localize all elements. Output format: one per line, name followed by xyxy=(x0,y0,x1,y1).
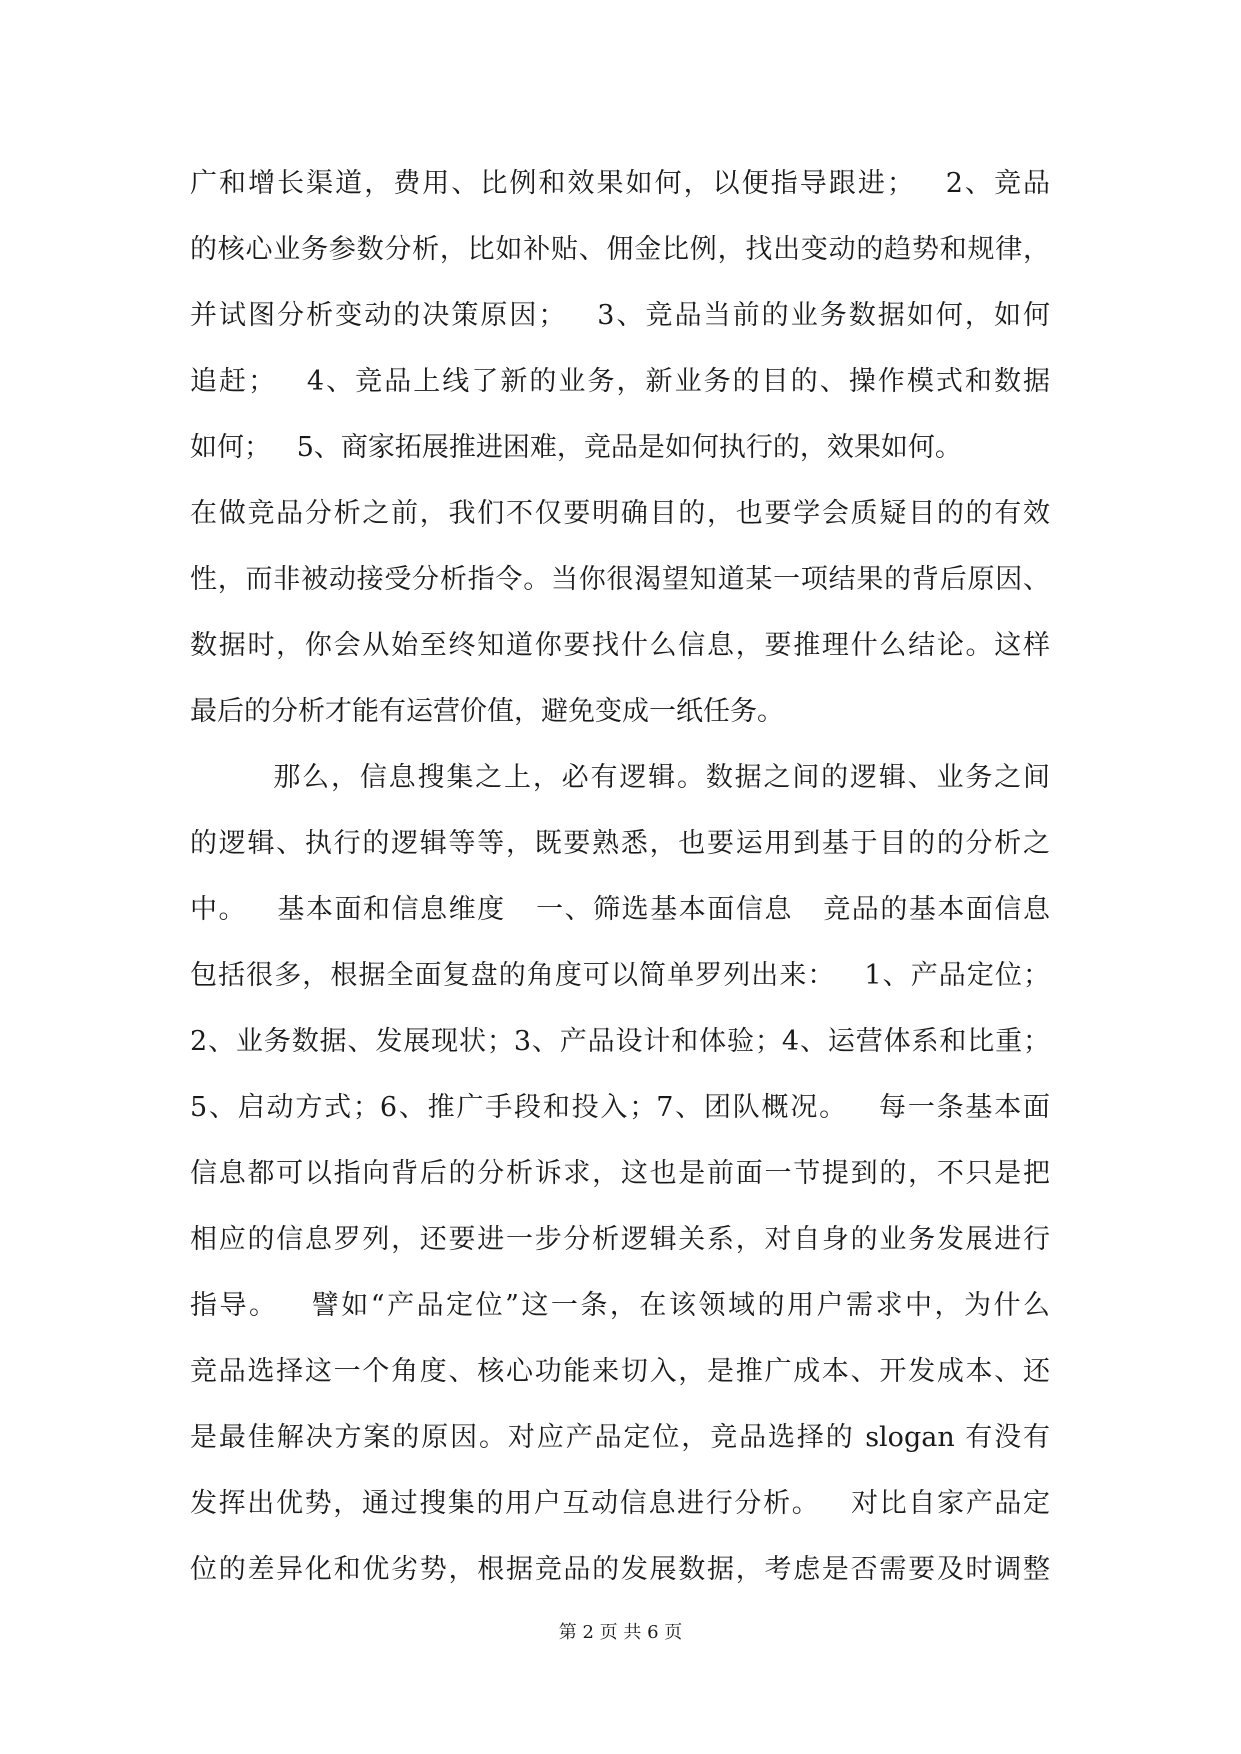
text-line-1: 广和增长渠道，费用、比例和效果如何，以便指导跟进； 2、竞品 xyxy=(190,168,1050,199)
body-text xyxy=(190,158,1050,1610)
text-line-5: 如何； 5、商家拓展推进困难，竞品是如何执行的，效果如何。 xyxy=(190,432,962,463)
text-line-9: 最后的分析才能有运营价值，避免变成一纸任务。 xyxy=(190,696,784,727)
text-line-22: 位的差异化和优劣势，根据竞品的发展数据，考虑是否需要及时调整 xyxy=(190,1554,1050,1585)
text-line-21: 发挥出优势，通过搜集的用户互动信息进行分析。 对比自家产品定 xyxy=(190,1488,1050,1519)
text-line-3: 并试图分析变动的决策原因； 3、竞品当前的业务数据如何，如何 xyxy=(190,300,1050,331)
text-line-15: 5、启动方式；6、推广手段和投入；7、团队概况。 每一条基本面 xyxy=(190,1092,1050,1123)
text-line-10: 那么，信息搜集之上，必有逻辑。数据之间的逻辑、业务之间 xyxy=(190,762,1050,793)
text-line-2: 的核心业务参数分析，比如补贴、佣金比例，找出变动的趋势和规律， xyxy=(190,234,1050,265)
text-line-8: 数据时，你会从始至终知道你要找什么信息，要推理什么结论。这样 xyxy=(190,630,1050,661)
text-line-6: 在做竞品分析之前，我们不仅要明确目的，也要学会质疑目的的有效 xyxy=(190,498,1050,529)
text-line-7: 性，而非被动接受分析指令。当你很渴望知道某一项结果的背后原因、 xyxy=(190,564,1050,595)
text-line-17: 相应的信息罗列，还要进一步分析逻辑关系，对自身的业务发展进行 xyxy=(190,1224,1050,1255)
text-line-19: 竞品选择这一个角度、核心功能来切入，是推广成本、开发成本、还 xyxy=(190,1356,1050,1387)
text-line-20: 是最佳解决方案的原因。对应产品定位，竞品选择的 slogan 有没有 xyxy=(190,1422,1050,1453)
text-line-11: 的逻辑、执行的逻辑等等，既要熟悉，也要运用到基于目的的分析之 xyxy=(190,828,1050,859)
page-number-footer: 第 2 页 共 6 页 xyxy=(558,1622,683,1643)
text-line-12: 中。 基本面和信息维度 一、筛选基本面信息 竞品的基本面信息 xyxy=(190,894,1050,925)
text-line-13: 包括很多，根据全面复盘的角度可以简单罗列出来： 1、产品定位； xyxy=(190,960,1050,991)
text-line-14: 2、业务数据、发展现状；3、产品设计和体验；4、运营体系和比重； xyxy=(190,1026,1050,1057)
text-line-16: 信息都可以指向背后的分析诉求，这也是前面一节提到的，不只是把 xyxy=(190,1158,1050,1189)
text-line-18: 指导。 譬如“产品定位”这一条，在该领域的用户需求中，为什么 xyxy=(190,1290,1050,1321)
text-line-4: 追赶； 4、竞品上线了新的业务，新业务的目的、操作模式和数据 xyxy=(190,366,1050,397)
